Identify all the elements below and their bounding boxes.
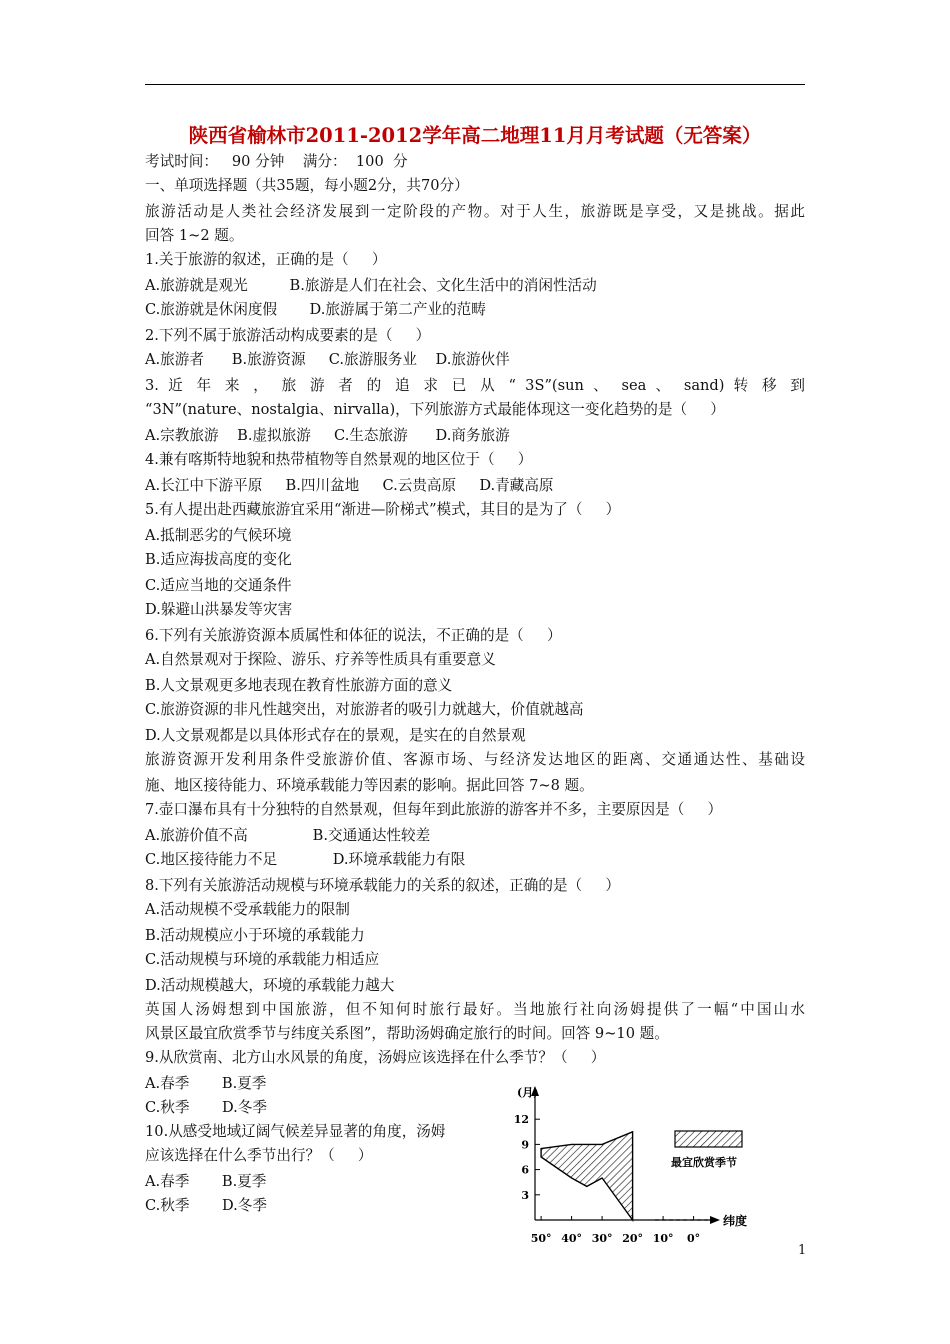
season-band — [541, 1132, 633, 1220]
text-line-15: 5.有人提出赴西藏旅游宜采用“渐进—阶梯式”模式，其目的是为了（ ） — [145, 501, 621, 518]
legend-label: 最宜欣赏季节 — [671, 1156, 737, 1169]
text-line-2: 一、单项选择题（共35题，每小题2分，共70分） — [145, 177, 469, 194]
text-line-10: 3. 近 年 来 ， 旅 游 者 的 追 求 已 从 “ 3S”(sun 、 sea 、 sand) 转 移 到 — [145, 377, 805, 394]
text-line-13: 4.兼有喀斯特地貌和热带植物等自然景观的地区位于（ ） — [145, 451, 533, 468]
x-tick-label-40: 40° — [561, 1232, 583, 1245]
text-line-3: 旅游活动是人类社会经济发展到一定阶段的产物。对于人生，旅游既是享受，又是挑战。据此 — [145, 203, 805, 220]
text-line-34: D.活动规模越大，环境的承载能力越大 — [145, 977, 395, 994]
text-line-41: 应该选择在什么季节出行？（ ） — [145, 1147, 373, 1164]
text-line-12: A.宗教旅游 B.虚拟旅游 C.生态旅游 D.商务旅游 — [145, 427, 510, 444]
text-line-40: 10.从感受地域辽阔气候差异显著的角度，汤姆 — [145, 1123, 446, 1140]
y-tick-label-6: 6 — [521, 1163, 529, 1177]
x-axis-label: 纬度 — [723, 1214, 748, 1228]
text-line-21: A.自然景观对于探险、游乐、疗养等性质具有重要意义 — [145, 651, 496, 668]
text-line-8: 2.下列不属于旅游活动构成要素的是（ ） — [145, 327, 431, 344]
text-line-26: 施、地区接待能力、环境承载能力等因素的影响。据此回答 7~8 题。 — [145, 777, 594, 794]
text-line-1: 考试时间： 90 分钟 满分： 100 分 — [145, 153, 408, 170]
x-tick-label-50: 50° — [530, 1232, 552, 1245]
text-line-11: “3N”(nature、nostalgia、nirvalla)，下列旅游方式最能体现这一变化趋势的是（ ） — [145, 401, 725, 418]
text-line-5: 1.关于旅游的叙述，正确的是（ ） — [145, 251, 387, 268]
legend-swatch — [675, 1131, 742, 1147]
x-tick-label-30: 30° — [591, 1232, 613, 1245]
text-line-36: 风景区最宜欣赏季节与纬度关系图”，帮助汤姆确定旅行的时间。回答 9~10 题。 — [145, 1025, 669, 1042]
text-line-16: A.抵制恶劣的气候环境 — [145, 527, 292, 544]
text-line-37: 9.从欣赏南、北方山水风景的角度，汤姆应该选择在什么季节？（ ） — [145, 1049, 606, 1066]
x-tick-label-20: 20° — [622, 1232, 644, 1245]
text-line-30: 8.下列有关旅游活动规模与环境承载能力的关系的叙述，正确的是（ ） — [145, 877, 620, 894]
text-line-7: C.旅游就是休闲度假 D.旅游属于第二产业的范畴 — [145, 301, 486, 318]
text-line-24: D.人文景观都是以具体形式存在的景观，是实在的自然景观 — [145, 727, 526, 744]
text-line-20: 6.下列有关旅游资源本质属性和体征的说法，不正确的是（ ） — [145, 627, 562, 644]
text-line-14: A.长江中下游平原 B.四川盆地 C.云贵高原 D.青藏高原 — [145, 477, 554, 494]
page-number: 1 — [798, 1243, 807, 1258]
text-line-39: C.秋季 D.冬季 — [145, 1099, 267, 1116]
text-line-18: C.适应当地的交通条件 — [145, 577, 292, 594]
season-latitude-chart — [505, 1080, 795, 1255]
text-line-23: C.旅游资源的非凡性越突出，对旅游者的吸引力就越大，价值就越高 — [145, 701, 584, 718]
text-line-22: B.人文景观更多地表现在教育性旅游方面的意义 — [145, 677, 453, 694]
x-axis-arrow — [710, 1216, 720, 1224]
text-line-29: C.地区接待能力不足 D.环境承载能力有限 — [145, 851, 466, 868]
y-tick-label-12: 12 — [513, 1113, 529, 1127]
text-line-42: A.春季 B.夏季 — [145, 1173, 267, 1190]
page-title: 陕西省榆林市2011-2012学年高二地理11月月考试题（无答案） — [188, 124, 762, 147]
text-line-6: A.旅游就是观光 B.旅游是人们在社会、文化生活中的消闲性活动 — [145, 277, 597, 294]
text-line-38: A.春季 B.夏季 — [145, 1075, 267, 1092]
text-line-32: B.活动规模应小于环境的承载能力 — [145, 927, 365, 944]
text-line-28: A.旅游价值不高 B.交通通达性较差 — [145, 827, 431, 844]
x-tick-label-0: 0° — [687, 1232, 701, 1245]
text-line-4: 回答 1~2 题。 — [145, 227, 244, 244]
y-tick-label-9: 9 — [521, 1138, 529, 1152]
y-tick-label-3: 3 — [521, 1188, 529, 1202]
header-rule — [145, 84, 805, 85]
text-line-27: 7.壶口瀑布具有十分独特的自然景观，但每年到此旅游的游客并不多，主要原因是（ ） — [145, 801, 723, 818]
text-line-43: C.秋季 D.冬季 — [145, 1197, 267, 1214]
text-line-33: C.活动规模与环境的承载能力相适应 — [145, 951, 380, 968]
y-axis-unit: (月) — [517, 1086, 539, 1099]
text-line-35: 英国人汤姆想到中国旅游，但不知何时旅行最好。当地旅行社向汤姆提供了一幅“中国山水 — [145, 1001, 805, 1018]
text-line-9: A.旅游者 B.旅游资源 C.旅游服务业 D.旅游伙伴 — [145, 351, 510, 368]
text-line-17: B.适应海拔高度的变化 — [145, 551, 292, 568]
x-tick-label-10: 10° — [652, 1232, 674, 1245]
text-line-19: D.躲避山洪暴发等灾害 — [145, 601, 293, 618]
text-line-31: A.活动规模不受承载能力的限制 — [145, 901, 350, 918]
text-line-25: 旅游资源开发利用条件受旅游价值、客源市场、与经济发达地区的距离、交通通达性、基础设 — [145, 751, 805, 768]
